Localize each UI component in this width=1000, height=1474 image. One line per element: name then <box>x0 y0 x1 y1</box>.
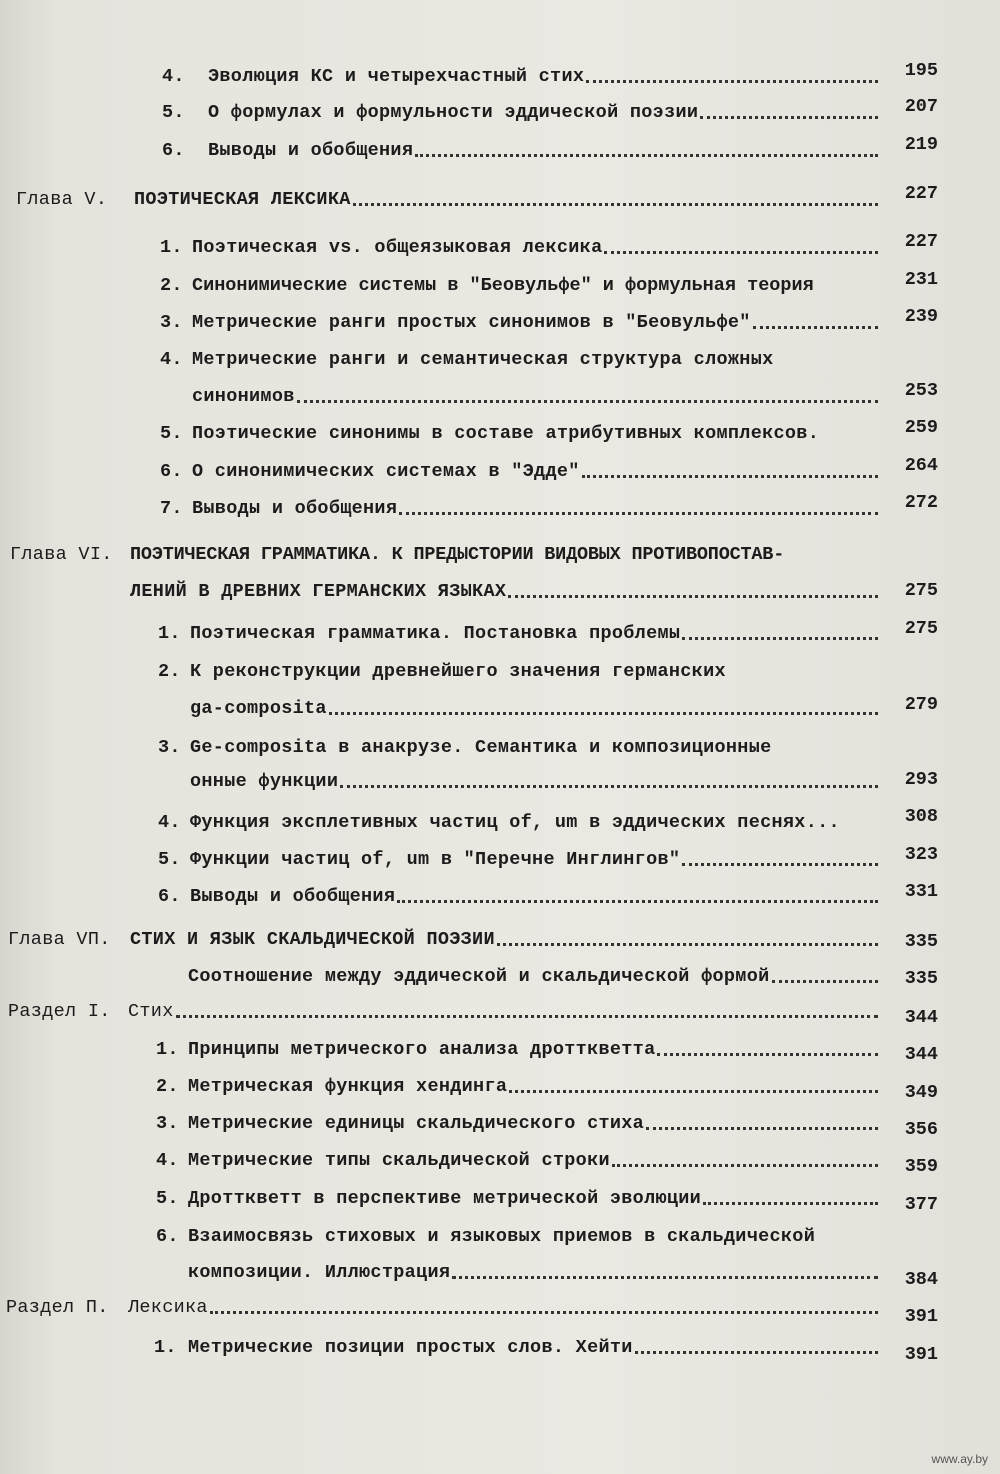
toc-entry <box>158 652 882 682</box>
leader-dots <box>772 979 879 983</box>
leader-dots <box>635 1350 878 1354</box>
entry-page: 344 <box>904 1007 938 1028</box>
chapter-title: ПОЭТИЧЕСКАЯ ГРАММАТИКА. К ПРЕДЫСТОРИИ ВИДОВЫХ ПРОТИВОПОСТАВ- <box>130 544 785 565</box>
entry-title: Поэтическая vs. общеязыковая лексика <box>192 237 603 258</box>
entry-page: 356 <box>904 1119 938 1140</box>
toc-entry <box>162 93 882 123</box>
entry-number: 2. <box>160 275 183 296</box>
toc-entry-continuation <box>192 377 882 407</box>
section-title: Лексика <box>128 1297 208 1318</box>
entry-page: 259 <box>904 417 938 438</box>
leader-dots <box>586 79 878 83</box>
section-heading <box>8 992 882 1022</box>
entry-title: Ge-composita в анакрузе. Семантика и композиционные <box>190 737 772 758</box>
chapter-title-cont: ЛЕНИЙ В ДРЕВНИХ ГЕРМАНСКИХ ЯЗЫКАХ <box>130 581 507 602</box>
entry-title: Соотношение между эддической и скальдической формой <box>188 966 770 987</box>
leader-dots <box>353 202 878 206</box>
entry-title: Эволюция КС и четырехчастный стих <box>208 66 585 87</box>
entry-title: Функции частиц of, um в "Перечне Инглингов" <box>190 849 681 870</box>
entry-page: 308 <box>904 806 938 827</box>
entry-number: 6. <box>162 140 185 161</box>
leader-dots <box>612 1163 878 1167</box>
entry-title: Метрические единицы скальдического стиха <box>188 1113 645 1134</box>
entry-page: 227 <box>904 183 938 204</box>
entry-number: 1. <box>154 1337 177 1358</box>
entry-page: 227 <box>904 231 938 252</box>
entry-title-cont: синонимов <box>192 386 295 407</box>
entry-number: 1. <box>160 237 183 258</box>
entry-title: Поэтические синонимы в составе атрибутивных комплексов. <box>192 423 820 444</box>
entry-title: Принципы метрического анализа дротткветта <box>188 1039 656 1060</box>
leader-dots <box>753 325 878 329</box>
entry-number: 6. <box>160 461 183 482</box>
leader-dots <box>703 1201 878 1205</box>
entry-page: 359 <box>904 1156 938 1177</box>
leader-dots <box>700 115 878 119</box>
entry-number: 2. <box>156 1076 179 1097</box>
entry-page: 279 <box>904 694 938 715</box>
entry-page: 253 <box>904 380 938 401</box>
entry-number: 4. <box>156 1150 179 1171</box>
entry-number: 5. <box>160 423 183 444</box>
entry-number: 3. <box>160 312 183 333</box>
entry-title: О синонимических системах в "Эдде" <box>192 461 580 482</box>
entry-number: 4. <box>158 812 181 833</box>
toc-entry <box>158 614 882 644</box>
toc-entry <box>162 57 882 87</box>
entry-page: 195 <box>904 60 938 81</box>
entry-title: Синонимические системы в "Беовульфе" и формульная теория <box>192 275 814 296</box>
entry-number: 6. <box>156 1226 179 1247</box>
entry-page: 384 <box>904 1269 938 1290</box>
entry-title: Взаимосвязь стиховых и языковых приемов в скальдической <box>188 1226 816 1247</box>
entry-page: 335 <box>904 968 938 989</box>
entry-title: К реконструкции древнейшего значения германских <box>190 661 726 682</box>
toc-entry <box>156 1067 882 1097</box>
toc-entry <box>188 957 882 987</box>
entry-title: Поэтическая грамматика. Постановка проблемы <box>190 623 681 644</box>
entry-number: 4. <box>162 66 185 87</box>
entry-title: Выводы и обобщения <box>208 140 414 161</box>
leader-dots <box>497 942 878 946</box>
entry-page: 349 <box>904 1082 938 1103</box>
entry-page: 275 <box>904 580 938 601</box>
leader-dots <box>210 1310 878 1314</box>
chapter-heading-continuation <box>130 572 882 602</box>
chapter-heading <box>8 920 882 950</box>
entry-number: 1. <box>158 623 181 644</box>
entry-title: Дротткветт в перспективе метрической эволюции <box>188 1188 702 1209</box>
entry-page: 391 <box>904 1344 938 1365</box>
chapter-title: СТИХ И ЯЗЫК СКАЛЬДИЧЕСКОЙ ПОЭЗИИ <box>130 929 495 950</box>
entry-title: Функция эксплетивных частиц of, um в эддических песнях... <box>190 812 840 833</box>
chapter-label: Глава VI. <box>10 544 113 565</box>
toc-entry <box>158 803 882 833</box>
toc-entry-continuation <box>190 762 882 792</box>
entry-title: Метрическая функция хендинга <box>188 1076 508 1097</box>
entry-title: Выводы и обобщения <box>192 498 398 519</box>
entry-number: 5. <box>162 102 185 123</box>
entry-page: 391 <box>904 1306 938 1327</box>
entry-number: 7. <box>160 498 183 519</box>
entry-page: 239 <box>904 306 938 327</box>
watermark: www.ay.by <box>931 1452 988 1466</box>
entry-title-cont: композиции. Иллюстрация <box>188 1262 451 1283</box>
entry-title: Метрические позиции простых слов. Хейти <box>188 1337 633 1358</box>
chapter-heading <box>16 180 882 210</box>
leader-dots <box>397 899 878 903</box>
toc-entry <box>160 414 882 444</box>
leader-dots <box>604 250 878 254</box>
toc-entry-continuation <box>188 1253 882 1283</box>
toc-entry <box>158 877 882 907</box>
entry-page: 272 <box>904 492 938 513</box>
toc-entry <box>160 452 882 482</box>
entry-page: 377 <box>904 1194 938 1215</box>
leader-dots <box>452 1275 878 1279</box>
toc-entry <box>160 340 882 370</box>
chapter-label: Глава VП. <box>8 929 111 950</box>
toc-entry <box>154 1328 882 1358</box>
section-title: Стих <box>128 1001 174 1022</box>
entry-page: 219 <box>904 134 938 155</box>
entry-page: 323 <box>904 844 938 865</box>
entry-page: 331 <box>904 881 938 902</box>
entry-page: 344 <box>904 1044 938 1065</box>
leader-dots <box>582 474 878 478</box>
entry-number: 5. <box>156 1188 179 1209</box>
entry-title: Метрические ранги и семантическая структура сложных <box>192 349 774 370</box>
entry-page: 207 <box>904 96 938 117</box>
entry-page: 264 <box>904 455 938 476</box>
entry-title-cont: ga-composita <box>190 698 327 719</box>
toc-entry <box>156 1104 882 1134</box>
leader-dots <box>329 711 878 715</box>
toc-entry <box>160 303 882 333</box>
entry-title: Метрические типы скальдической строки <box>188 1150 610 1171</box>
leader-dots <box>682 636 878 640</box>
toc-entry <box>156 1030 882 1060</box>
leader-dots <box>399 511 878 515</box>
entry-number: 4. <box>160 349 183 370</box>
toc-entry <box>162 131 882 161</box>
entry-number: 5. <box>158 849 181 870</box>
leader-dots <box>646 1126 878 1130</box>
chapter-label: Глава V. <box>16 189 108 210</box>
leader-dots <box>340 784 878 788</box>
leader-dots <box>508 594 878 598</box>
leader-dots <box>415 153 878 157</box>
toc-entry <box>160 266 888 296</box>
toc-entry <box>156 1217 882 1247</box>
entry-title: О формулах и формульности эддической поэзии <box>208 102 699 123</box>
leader-dots <box>297 399 878 403</box>
toc-entry <box>158 728 882 758</box>
entry-number: 6. <box>158 886 181 907</box>
entry-title: Метрические ранги простых синонимов в "Беовульфе" <box>192 312 751 333</box>
toc-entry <box>158 840 882 870</box>
entry-page: 293 <box>904 769 938 790</box>
section-heading <box>6 1288 882 1318</box>
toc-entry <box>160 228 882 258</box>
toc-entry-continuation <box>190 689 882 719</box>
entry-number: 1. <box>156 1039 179 1060</box>
entry-title-cont: онные функции <box>190 771 339 792</box>
toc-entry <box>160 489 882 519</box>
chapter-title: ПОЭТИЧЕСКАЯ ЛЕКСИКА <box>134 189 351 210</box>
leader-dots <box>682 862 878 866</box>
leader-dots <box>176 1014 878 1018</box>
toc-entry <box>156 1141 882 1171</box>
entry-page: 335 <box>904 931 938 952</box>
chapter-heading <box>10 535 890 565</box>
entry-number: 3. <box>158 737 181 758</box>
entry-page: 275 <box>904 618 938 639</box>
entry-number: 2. <box>158 661 181 682</box>
entry-number: 3. <box>156 1113 179 1134</box>
leader-dots <box>509 1089 878 1093</box>
entry-title: Выводы и обобщения <box>190 886 396 907</box>
section-label: Раздел П. <box>6 1297 109 1318</box>
entry-page: 231 <box>904 269 938 290</box>
section-label: Раздел I. <box>8 1001 111 1022</box>
leader-dots <box>657 1052 878 1056</box>
toc-entry <box>156 1179 882 1209</box>
